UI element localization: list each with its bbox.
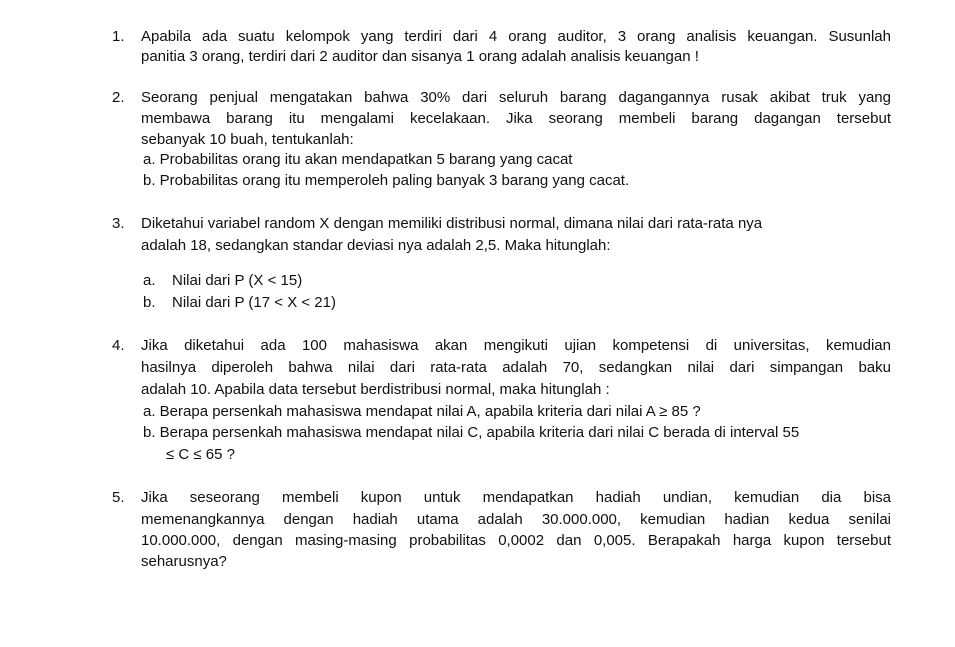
question-subitem-line: b. Berapa persenkah mahasiswa mendapat nilai C, apabila kriteria dari nilai C berada di interval 55 (143, 424, 800, 441)
question-text-line: membawa barang itu mengalami kecelakaan. Jika seorang membeli barang dagangan tersebut (141, 110, 891, 127)
question-text-line: Apabila ada suatu kelompok yang terdiri dari 4 orang auditor, 3 orang analisis keuangan. Susunlah (141, 28, 891, 45)
question-text-line: seharusnya? (141, 553, 227, 570)
question-text-line: sebanyak 10 buah, tentukanlah: (141, 131, 354, 148)
question-subitem-line: a. Probabilitas orang itu akan mendapatkan 5 barang yang cacat (143, 151, 573, 168)
subitem-text: Nilai dari P (17 < X < 21) (172, 294, 336, 311)
question-text-line: memenangkannya dengan hadiah utama adalah 30.000.000, kemudian hadian kedua senilai (141, 511, 891, 528)
question-text-line: adalah 10. Apabila data tersebut berdistribusi normal, maka hitunglah : (141, 381, 610, 398)
question-text-line: Diketahui variabel random X dengan memiliki distribusi normal, dimana nilai dari rata-rata nya (141, 215, 763, 232)
question-number: 4. (112, 337, 125, 354)
subitem-label: b. (143, 294, 156, 311)
question-subitem-line: a. Berapa persenkah mahasiswa mendapat nilai A, apabila kriteria dari nilai A ≥ 85 ? (143, 403, 701, 420)
question-text-line: 10.000.000, dengan masing-masing probabilitas 0,0002 dan 0,005. Berapakah harga kupon tersebut (141, 532, 891, 549)
question-number: 1. (112, 28, 125, 45)
question-text-line: Seorang penjual mengatakan bahwa 30% dari seluruh barang dagangannya rusak akibat truk yang (141, 89, 891, 106)
question-text-line: adalah 18, sedangkan standar deviasi nya adalah 2,5. Maka hitunglah: (141, 237, 611, 254)
question-number: 2. (112, 89, 125, 106)
question-subitem-line: ≤ C ≤ 65 ? (166, 446, 235, 463)
question-number: 5. (112, 489, 125, 506)
question-text-line: Jika diketahui ada 100 mahasiswa akan mengikuti ujian kompetensi di universitas, kemudian (141, 337, 891, 354)
question-text-line: panitia 3 orang, terdiri dari 2 auditor dan sisanya 1 orang adalah analisis keuangan ! (141, 48, 699, 65)
question-number: 3. (112, 215, 125, 232)
question-text-line: hasilnya diperoleh bahwa nilai dari rata-rata adalah 70, sedangkan nilai dari simpangan baku (141, 359, 891, 376)
question-text-line: Jika seseorang membeli kupon untuk mendapatkan hadiah undian, kemudian dia bisa (141, 489, 891, 506)
question-subitem-line: b. Probabilitas orang itu memperoleh paling banyak 3 barang yang cacat. (143, 172, 630, 189)
subitem-label: a. (143, 272, 156, 289)
subitem-text: Nilai dari P (X < 15) (172, 272, 303, 289)
